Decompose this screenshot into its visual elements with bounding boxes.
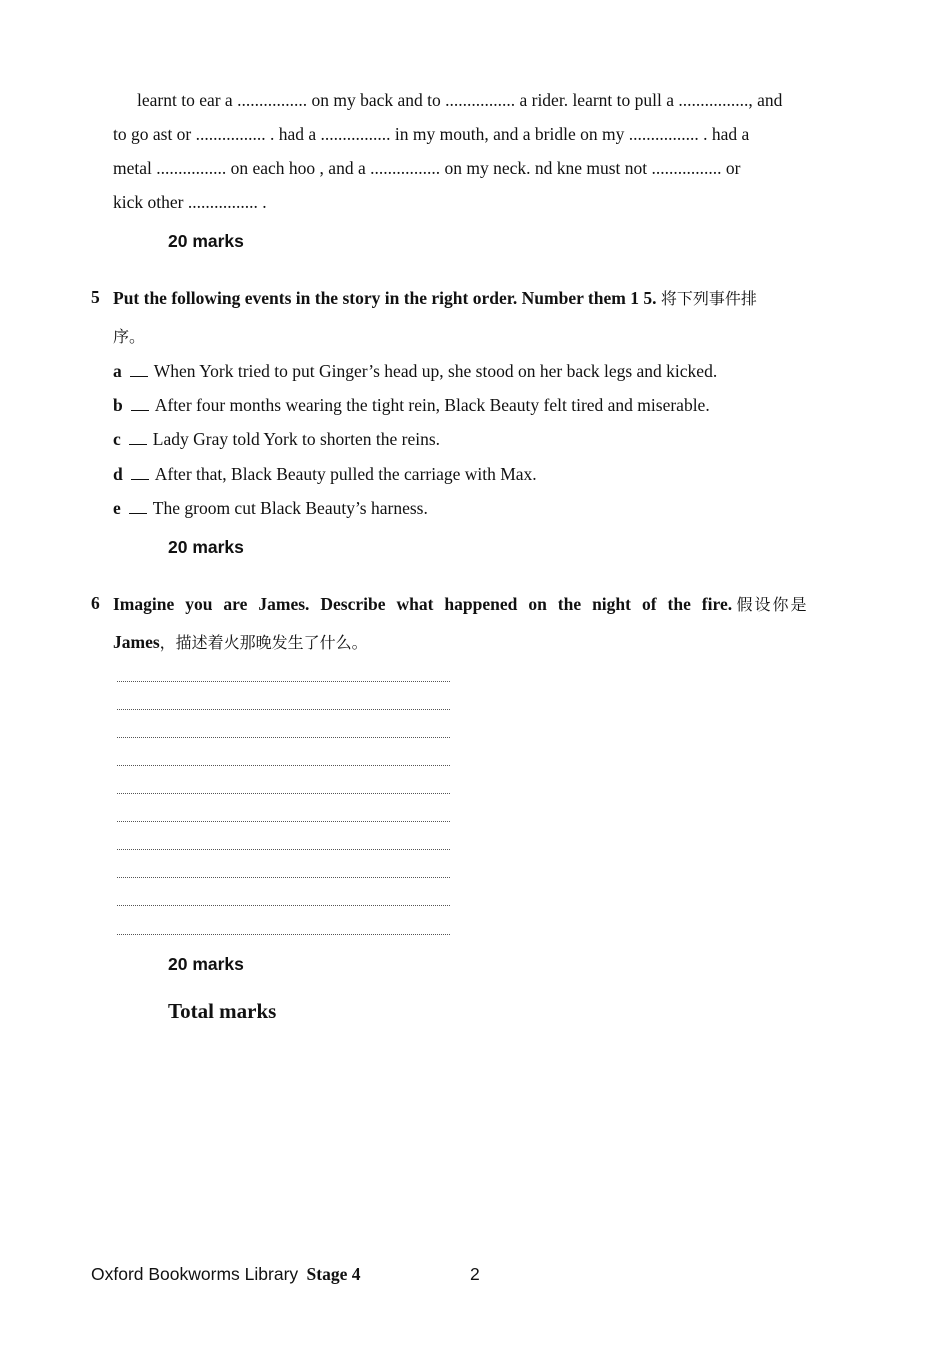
q5-instruction-cn-2: 序。: [113, 327, 146, 346]
answer-blank[interactable]: [131, 396, 149, 411]
answer-blank[interactable]: [129, 499, 147, 514]
q6-number: 6: [91, 593, 100, 613]
passage-line-1: learnt to ear a ................ on my back and to ................ a rider. learnt to pull a ................, and: [137, 90, 783, 110]
item-text: The groom cut Black Beauty’s harness.: [152, 498, 428, 518]
q6-instruction-line-2: [113, 630, 368, 653]
q6-instruction: [113, 592, 859, 615]
q6-instruction-cn-2: ，描述着火那晚发生了什么。: [159, 633, 368, 652]
q6-name: James: [113, 632, 160, 652]
item-text: After that, Black Beauty pulled the carriage with Max.: [154, 464, 537, 484]
total-marks: Total marks: [168, 999, 277, 1023]
q5-number: 5: [91, 287, 100, 307]
q5-marks: 20 marks: [168, 537, 244, 557]
answer-line[interactable]: [117, 765, 450, 766]
item-text: Lady Gray told York to shorten the reins.: [152, 429, 441, 449]
q6-instruction-cn: 假设你是: [736, 595, 809, 614]
answer-line[interactable]: [117, 877, 450, 878]
q4-marks: 20 marks: [168, 231, 244, 251]
footer-stage: Stage 4: [306, 1264, 361, 1284]
answer-blank[interactable]: [131, 465, 149, 480]
answer-line[interactable]: [117, 905, 450, 906]
passage-line-2: to go ast or ................ . had a ................ in my mouth, and a bridle on my ................ . had a: [113, 124, 750, 144]
q5-item-a: [113, 361, 717, 382]
q5-item-e: [113, 498, 428, 519]
q5-item-b: [113, 395, 710, 416]
item-text: After four months wearing the tight rein, Black Beauty felt tired and miserable.: [154, 395, 710, 415]
footer-library: Oxford Bookworms Library: [91, 1264, 299, 1284]
item-letter: a: [113, 361, 122, 381]
answer-line[interactable]: [117, 934, 450, 935]
answer-blank[interactable]: [129, 430, 147, 445]
q6-marks: 20 marks: [168, 954, 244, 974]
q6-instruction-text: Imagine you are James. Describe what happened on the night of the fire.: [113, 594, 733, 614]
page-number: 2: [470, 1264, 480, 1284]
q5-instruction-cn: 将下列事件排: [660, 289, 757, 308]
footer: [91, 1264, 360, 1285]
q5-item-c: [113, 429, 440, 450]
answer-line[interactable]: [117, 681, 450, 682]
answer-line[interactable]: [117, 821, 450, 822]
item-letter: d: [113, 464, 123, 484]
item-letter: e: [113, 498, 121, 518]
item-letter: b: [113, 395, 123, 415]
q5-instruction: [113, 286, 757, 309]
q5-item-d: [113, 464, 537, 485]
answer-line[interactable]: [117, 709, 450, 710]
answer-line[interactable]: [117, 849, 450, 850]
answer-blank[interactable]: [130, 362, 148, 377]
item-letter: c: [113, 429, 121, 449]
answer-line[interactable]: [117, 737, 450, 738]
passage-line-3: metal ................ on each hoo , and a ................ on my neck. nd kne must not ................ or: [113, 158, 741, 178]
item-text: When York tried to put Ginger’s head up, she stood on her back legs and kicked.: [153, 361, 718, 381]
answer-line[interactable]: [117, 793, 450, 794]
passage-line-4: kick other ................ .: [113, 192, 267, 212]
q5-instruction-text: Put the following events in the story in the right order. Number them 1 5.: [113, 288, 657, 308]
